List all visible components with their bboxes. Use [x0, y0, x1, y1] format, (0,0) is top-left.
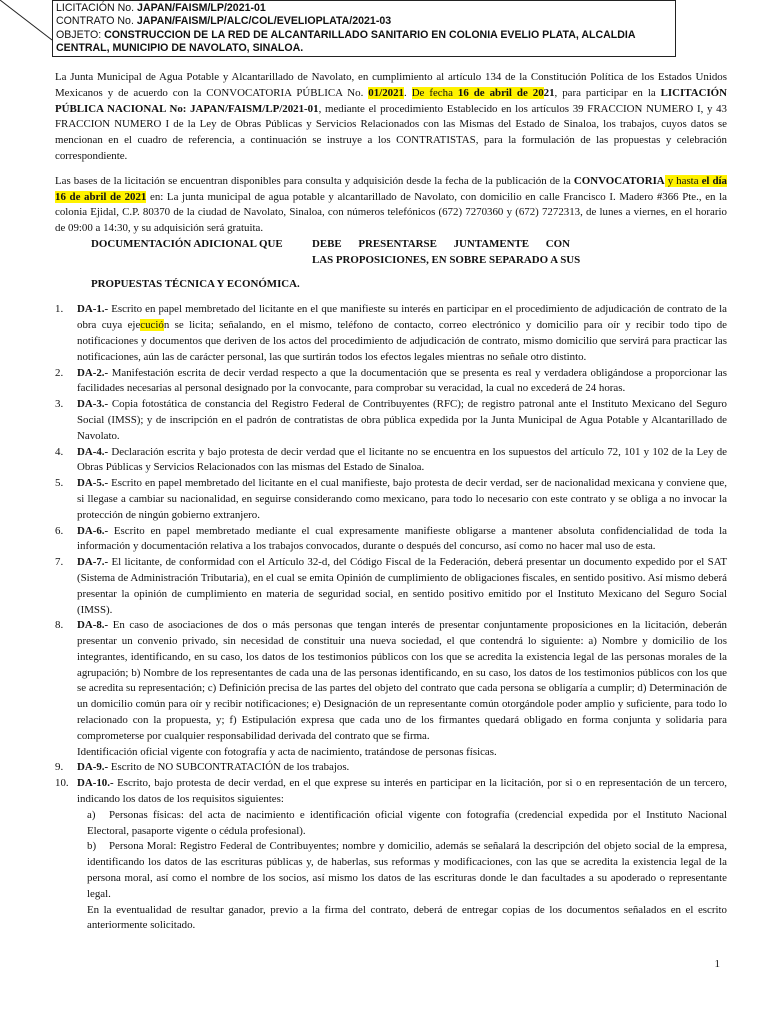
list-item: 6. DA-6.- Escrito en papel membretado mediante el cual expresamente manifieste obligarse a mantener absoluta confidencialidad de toda la información y documentación relativa a los trabajos convocados, durante o después del concurso, así como no hacer mal uso de esta.: [55, 524, 727, 553]
heading-right-2: LAS PROPOSICIONES, EN SOBRE SEPARADO A SUS: [312, 253, 581, 266]
intro-paragraph-1: La Junta Municipal de Agua Potable y Alcantarillado de Navolato, en cumplimiento al artículo 134 de la Constitución Política de los Estados Unidos Mexicanos y de acuerdo con la CONVOCATORIA PÚBLICA No. 01/2021. De fecha 16 de abril de 2021, para participar en la LICITACIÓN PÚBLICA NACIONAL No: JAPAN/FAISM/LP/2021-01, mediante el procedimiento Establecido en los artículos 39 FRACCION NUMERO I, y 43 FRACCION NUMERO I de la Ley de Obras Públicas y Servicios Relacionados con las Mismas del Estado de Sinaloa, los trabajos, cuyos datos se mencionan en el cuadro de referencia, a continuación se instruye a los CONTRATISTAS, para la formulación de las propuestas y celebración correspondiente.: [55, 71, 728, 162]
section-heading: [55, 237, 727, 269]
document-body: [55, 70, 727, 934]
heading-right-1: DEBE PRESENTARSE JUNTAMENTE CON: [312, 237, 570, 250]
heading-left: DOCUMENTACIÓN ADICIONAL QUE: [91, 237, 283, 250]
list-item: 1. DA-1.- Escrito en papel membretado del licitante en el que manifieste su interés en participar en el procedimiento de adjudicación de contrato de la obra cuya ejecución se licita; señalando, en el mismo, teléfono de contacto, correo electrónico y domicilio para oír y recibir todo tipo de notificaciones y documentos que deriven de los actos del procedimiento de adjudicación de contrato, mismo domicilio que servirá para practicar las notificaciones, aún las de carácter personal, las que surtirán todos los efectos legales mientras no señale otro distinto.: [55, 303, 727, 363]
list-item: 8. DA-8.- En caso de asociaciones de dos o más personas que tengan interés de presentar conjuntamente proposiciones en la licitación, deberán presentar un convenio privado, sin necesidad de constituir una nueva sociedad, el que contendrá lo siguiente: a) Nombre y domicilio de los integrantes, identificando, en su caso, los datos de los testimonios públicos con los que se acredita la existencia legal de las personas morales de la agrupación; b) Nombre de los representantes de cada una de las personas identificando, en su caso, los datos de los testimonios públicos con los que se acredita su representación; c) Definición precisa de las partes del objeto del contrato que cada persona se obligaría a cumplir; d) Determinación de un domicilio común para oír y recibir notificaciones; e) Designación de un representante común otorgándole poder amplio y suficiente, para todo lo relacionado con la propuesta, y; f) Estipulación expresa que cada uno de los firmantes quedará obligado en forma conjunta y solidaria para comprometerse por cualquier responsabilidad derivada del contrato que se firma. Identificación oficial vigente con fotografía y acta de nacimiento, tratándose de personas físicas.: [55, 619, 727, 758]
list-item: 10. DA-10.- Escrito, bajo protesta de decir verdad, en el que exprese su interés en participar en la licitación, por si o en representación de un tercero, indicando los datos de los requisitos siguientes: a) Personas físicas: del acta de nacimiento e identificación oficial vigente con fotografía (credencial expedida por el Instituto Nacional Electoral, pasaporte vigente o cédula profesional). b) Persona Moral: Registro Federal de Contribuyentes; nombre y domicilio, además se señalará la descripción del objeto social de la empresa, identificando los datos de las escrituras públicas y, de haberlas, sus reformas y modificaciones, con las que se acredita la existencia legal de la persona moral, así como el nombre de los socios, así mismo los datos de las escrituras donde le dan facultades a su apoderado o representante legal. En la eventualidad de resultar ganador, previo a la firma del contrato, deberá de entregar copias de los documentos señalados en el escrito anteriormente solicitado.: [55, 776, 727, 934]
list-item: 7. DA-7.- El licitante, de conformidad con el Artículo 32-d, del Código Fiscal de la Federación, deberá presentar un documento expedido por el SAT (Sistema de Administración Tributaria), en el cual se emita Opinión de cumplimiento de obligaciones fiscales, en sentido positivo. Así mismo deberá presentar la opinión de cumplimiento en materia de seguridad social, en sentido positivo emitido por el Instituto Mexicano del Seguro Social (IMSS).: [55, 556, 727, 616]
page-number: 1: [714, 958, 720, 970]
list-item: 4. DA-4.- Declaración escrita y bajo protesta de decir verdad que el licitante no se encuentra en los supuestos del artículo 72, 101 y 102 de la Ley de Obras Públicas y Servicios Relacionados con las mismas del Estado de Sinaloa.: [55, 445, 727, 474]
heading-sub: PROPUESTAS TÉCNICA Y ECONÓMICA.: [91, 277, 300, 290]
header-objeto: OBJETO: CONSTRUCCION DE LA RED DE ALCANTARILLADO SANITARIO EN COLONIA EVELIO PLATA, ALCALDIA CENTRAL, MUNICIPIO DE NAVOLATO, SINALOA.: [56, 28, 636, 54]
sub-list: a) Personas físicas: del acta de nacimiento e identificación oficial vigente con fotografía (credencial expedida por el Instituto Nacional Electoral, pasaporte vigente o cédula profesional). b) Persona Moral: Registro Federal de Contribuyentes; nombre y domicilio, además se señalará la descripción del objeto social de la empresa, identificando los datos de las escrituras públicas y, de haberlas, sus reformas y modificaciones, con las que se acredita la existencia legal de la persona moral, así como el nombre de los socios, así mismo los datos de las escrituras donde le dan facultades a su apoderado o representante legal. En la eventualidad de resultar ganador, previo a la firma del contrato, deberá de entregar copias de los documentos señalados en el escrito anteriormente solicitado.: [87, 808, 727, 932]
intro-paragraph-2: Las bases de la licitación se encuentran disponibles para consulta y adquisición desde la fecha de la publicación de la CONVOCATORIA y hasta el día 16 de abril de 2021 en: La junta municipal de agua potable y alcantarillado de Navolato, con domicilio en calle Francisco I. Madero #366 Pte., en la colonia Ejidal, C.P. 80370 de la ciudad de Navolato, Sinaloa, con números telefónicos (672) 7270360 y (672) 7272313, de lunes a viernes, en el horario de 09:00 a 14:30, y su adquisición será gratuita.: [55, 174, 727, 235]
header-box: [52, 0, 676, 57]
list-item: 3. DA-3.- Copia fotostática de constancia del Registro Federal de Contribuyentes (RFC); de registro patronal ante el Instituto Mexicano del Seguro Social (IMSS); y de inscripción en el padrón de contratistas de obra pública expedida por la Junta Municipal de Agua Potable y Alcantarillado de Navolato.: [55, 398, 727, 442]
corner-diagonal-line: [0, 0, 60, 60]
header-contrato: CONTRATO No. JAPAN/FAISM/LP/ALC/COL/EVELIOPLATA/2021-03: [56, 15, 392, 28]
requirements-list: [55, 302, 727, 934]
list-item: 9. DA-9.- Escrito de NO SUBCONTRATACIÓN de los trabajos.: [55, 761, 350, 774]
list-item: 2. DA-2.- Manifestación escrita de decir verdad respecto a que la documentación que se presenta es real y verdadera obligándose a proporcionar las facilidades necesarias al personal designado por la convocante, para comprobar su veracidad, la cual no excederá de 24 horas.: [55, 366, 727, 395]
list-item: 5. DA-5.- Escrito en papel membretado del licitante en el cual manifieste, bajo protesta de decir verdad, ser de nacionalidad mexicana y conviene que, si llegase a cambiar su nacionalidad, en seguirse considerando como mexicano, para todo lo necesario con este contrato y se obliga a no invocar la protección de ningún gobierno extranjero.: [55, 477, 727, 521]
header-licitacion: LICITACIÓN No. JAPAN/FAISM/LP/2021-01: [56, 2, 266, 14]
